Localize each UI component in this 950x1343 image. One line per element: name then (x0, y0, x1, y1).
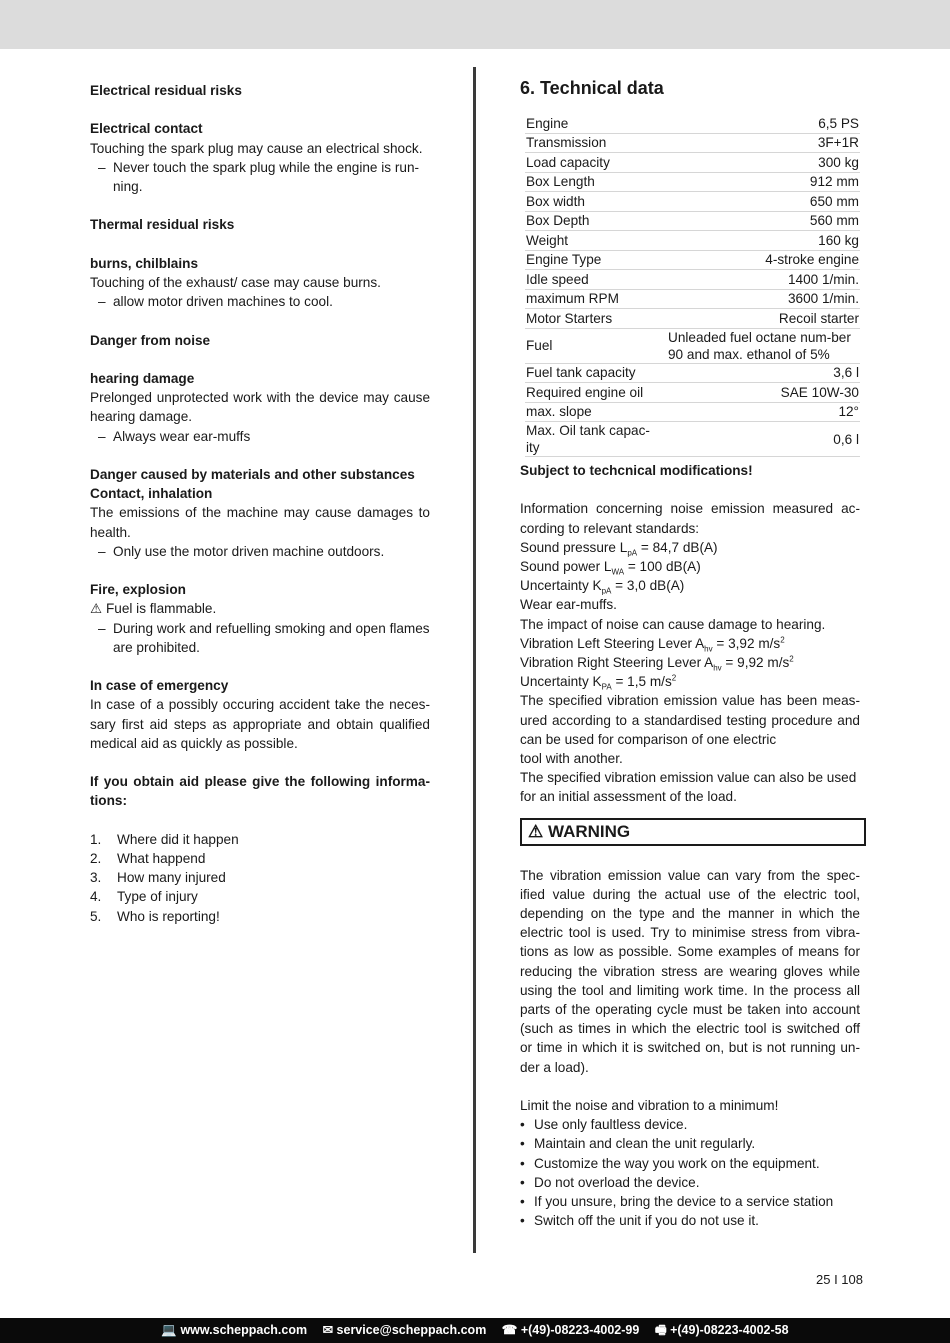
heading-thermal-residual-risks: Thermal residual risks (90, 217, 235, 233)
website-link[interactable]: 💻 www.scheppach.com (161, 1323, 308, 1337)
table-row: Box width 650 mm (525, 192, 860, 212)
header-band (0, 0, 950, 49)
email-link[interactable]: ✉ service@scheppach.com (322, 1323, 487, 1337)
column-divider (473, 67, 476, 1253)
table-row: Engine Type 4-stroke engine (525, 250, 860, 270)
list-item: 4. Type of injury (90, 889, 198, 905)
warning-box (520, 818, 866, 846)
vibration-text-3: The specified vibration emission value can also be used for an initial assessment of the load. (520, 770, 857, 805)
sound-pressure: Sound pressure $L_{pA} = 84,7$ dB(A) (520, 539, 718, 558)
table-row: Engine 6,5 PS (525, 114, 860, 133)
heading-emergency: In case of emergency (90, 678, 229, 694)
footer-bar (0, 1318, 950, 1343)
vibration-right: Vibration Right Steering Lever $A_{hv} = 9,92$ $m/s^2$ (520, 654, 794, 673)
vibration-text-2: tool with another. (520, 751, 623, 767)
heading-contact-inhalation: Contact, inhalation (90, 486, 213, 502)
table-row: Transmission 3F+1R (525, 133, 860, 153)
limit-heading: Limit the noise and vibration to a minimum! (520, 1098, 779, 1114)
table-row: Weight 160 kg (525, 231, 860, 251)
table-row: Box Length 912 mm (525, 172, 860, 192)
vibration-left: Vibration Left Steering Lever $A_{hv} = 3,92$ $m/s^2$ (520, 635, 785, 654)
list-item: • Use only faultless device. (520, 1115, 860, 1134)
hearing-text: Prelonged unprotected work with the device may cause hearing damage. (90, 390, 430, 425)
heading-fire-explosion: Fire, explosion (90, 582, 186, 598)
warning-text: The vibration emission value can vary from the spec-ified value during the actual use of the electric tool, depending on the type and the manner in which the electric tool is used. Try to minimise stress from vibra-tions as low as possible. Some examples of means for reducing the vibration stress are wearing gloves while using the tool and limiting work time. In the process all parts of the operating cycle must be taken into account (such as times in which the electric tool is switched off or time in which it is switched on, but is not running un-der a load). (520, 867, 860, 1075)
table-row: Load capacity 300 kg (525, 153, 860, 173)
fax-number: 🖷 +(49)-08223-4002-58 (654, 1323, 789, 1337)
list-item: • Maintain and clean the unit regularly. (520, 1134, 860, 1153)
fire-dash: – During work and refuelling smoking and open flames are prohibited. (90, 619, 430, 657)
table-row: Max. Oil tank capac-ity 0,6 l (526, 423, 859, 455)
table-row: max. slope 12° (525, 402, 860, 422)
electrical-contact-text: Touching the spark plug may cause an electrical shock. (90, 140, 423, 156)
noise-intro: Information concerning noise emission measured ac-cording to relevant standards: (520, 501, 860, 536)
subject-note: Subject to techcnical modifications! (520, 463, 753, 478)
list-item: 2. What happend (90, 850, 206, 866)
technical-data-table (525, 114, 860, 457)
list-item: • Switch off the unit if you do not use it. (520, 1211, 860, 1230)
heading-burns: burns, chilblains (90, 255, 199, 271)
table-row: Idle speed 1400 1/min. (525, 270, 860, 290)
list-item: 1. Where did it happen (90, 831, 239, 847)
burns-text: Touching of the exhaust/ case may cause burns. (90, 274, 381, 290)
list-item: 3. How many injured (90, 870, 226, 886)
wear-ear-muffs: Wear ear-muffs. (520, 597, 617, 613)
electrical-contact-dash: – Never touch the spark plug while the engine is run-ning. (90, 158, 430, 196)
impact-noise: The impact of noise can cause damage to hearing. (520, 616, 826, 632)
uncertainty-k: Uncertainty $K_{pA} = 3,0$ dB(A) (520, 578, 685, 596)
table-row: Motor Starters Recoil starter (525, 309, 860, 329)
heading-electrical-residual-risks: Electrical residual risks (90, 83, 242, 98)
section-title: 6. Technical data (520, 78, 664, 98)
vibration-uncertainty: Uncertainty $K_{PA} = 1,5$ $m/s^2$ (520, 673, 677, 692)
table-row: Fuel tank capacity 3,6 l (525, 363, 860, 383)
list-item: 5. Who is reporting! (90, 908, 220, 924)
table-row: maximum RPM 3600 1/min. (525, 289, 860, 309)
left-column (90, 81, 430, 926)
vibration-text-1: The specified vibration emission value has been meas-ured according to a standardised testing procedure and can be used for comparison of one electric (520, 693, 860, 747)
list-item: • If you unsure, bring the device to a service station (520, 1192, 860, 1211)
phone-number: ☎ +(49)-08223-4002-99 (501, 1323, 640, 1337)
contact-text: The emissions of the machine may cause damages to health. (90, 505, 430, 540)
sound-power: Sound power $L_{WA} = 100$ dB(A) (520, 559, 701, 577)
contact-dash: – Only use the motor driven machine outdoors. (90, 542, 430, 561)
right-column (520, 76, 860, 1230)
table-row: Fuel Unleaded fuel octane num-ber 90 and max. ethanol of 5% (525, 328, 860, 363)
list-item: • Do not overload the device. (520, 1173, 860, 1192)
hearing-dash: – Always wear ear-muffs (90, 427, 430, 446)
emergency-text: In case of a possibly occuring accident take the neces-sary first aid steps as appropriate and obtain qualified medical aid as quickly as possible. (90, 697, 430, 751)
warning-label: ⚠ WARNING (528, 821, 631, 841)
heading-electrical-contact: Electrical contact (90, 121, 203, 137)
table-row: Box Depth 560 mm (525, 211, 860, 231)
heading-danger-noise: Danger from noise (90, 332, 211, 348)
heading-aid: If you obtain aid please give the following informa-tions: (90, 774, 430, 809)
burns-dash: – allow motor driven machines to cool. (90, 292, 430, 311)
table-row: Required engine oil SAE 10W-30 (525, 383, 860, 403)
fire-text: ⚠ Fuel is flammable. (90, 601, 217, 617)
list-item: • Customize the way you work on the equipment. (520, 1154, 860, 1173)
heading-materials: Danger caused by materials and other substances (90, 466, 415, 482)
page-number: 25 I 108 (816, 1272, 863, 1287)
heading-hearing-damage: hearing damage (90, 370, 195, 386)
